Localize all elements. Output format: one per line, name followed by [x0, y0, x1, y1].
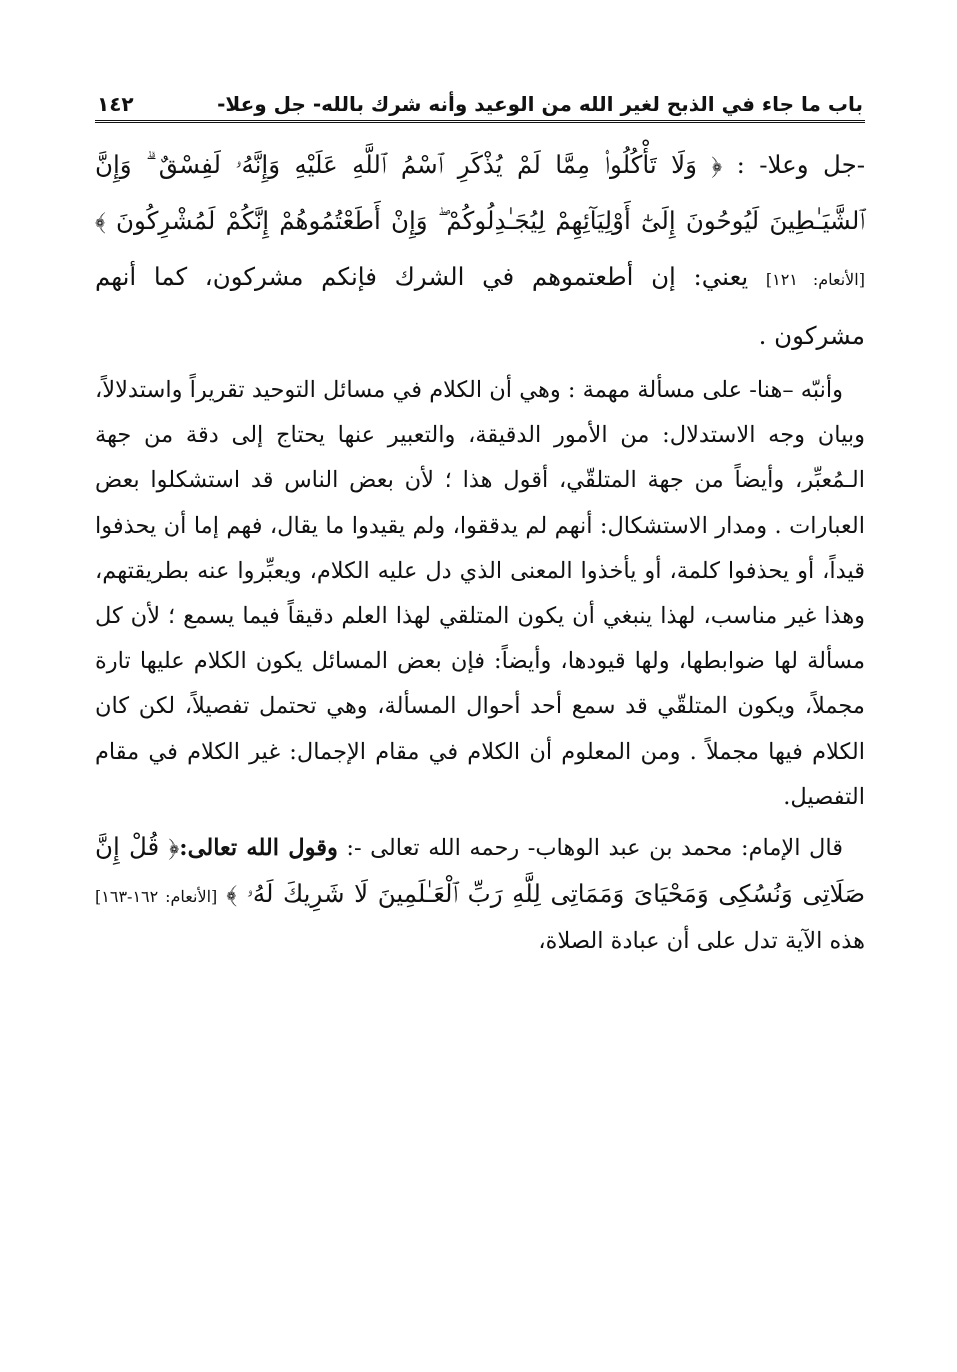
page-body — [95, 123, 865, 965]
paragraph-note — [95, 368, 865, 820]
page — [95, 78, 865, 965]
verse-reference: [الأنعام: ١٢١] — [765, 270, 865, 289]
verse-reference: [الأنعام: ١٦٢-١٦٣] — [95, 887, 218, 907]
paragraph-imam-quote — [95, 824, 865, 965]
page-number: ١٤٢ — [97, 92, 134, 116]
verse-intro: -جل وعلا- : — [736, 150, 865, 179]
quran-verse-162: ﴿ قُلْ إِنَّ صَلَاتِى وَنُسُكِى وَمَحْيَاىَ وَمَمَاتِى لِلَّهِ رَبِّ ٱلْعَـٰلَمِينَ لَا شَرِيكَ لَهُۥ ﴾ — [95, 832, 866, 909]
running-header-title: باب ما جاء في الذبح لغير الله من الوعيد وأنه شرك بالله- جل وعلا- — [217, 92, 863, 116]
bold-lead: وقول الله تعالى: — [179, 835, 338, 862]
note-text: وأنبّه –هنا- على مسألة مهمة : وهي أن الكلام في مسائل التوحيد تقريراً واستدلالاً، وبيان وجه الاستدلال: من الأمور الدقيقة، والتعبير عنها يحتاج إلى دقة من جهة الـمُعبِّر، وأيضاً من جهة المتلقّي، أقول هذا ؛ لأن بعض الناس قد استشكلوا بعض العبارات . ومدار الاستشكال: أنهم لم يدققوا، ولم يقيدوا ما يقال، فهم إما أن يحذفوا قيداً، أو يحذفوا كلمة، أو يأخذوا المعنى الذي دل عليه الكلام، ويعبِّروا عنه بطريقتهم، وهذا غير مناسب، لهذا ينبغي أن يكون المتلقي لهذا العلم دقيقاً فيما يسمع ؛ لأن كل مسألة لها ضوابطها، ولها قيودها، وأيضاً: فإن بعض المسائل يكون الكلام عليها تارة مجملاً، ويكون المتلقّي قد سمع أحد أحوال المسألة، وهي تحتمل تفصيلاً، لكن كان الكلام فيها مجملاً . ومن المعلوم أن الكلام في مقام الإجمال: غير الكلام في مقام التفصيل. — [95, 377, 865, 810]
quran-verse-121-end: لَمُشْرِكُونَ ﴾ — [95, 206, 216, 235]
running-header — [95, 78, 865, 123]
verse-commentary: يعني: إن أطعتموهم في الشرك فإنكم مشركون، كما أنهم مشركون . — [95, 262, 865, 350]
verse-commentary: هذه الآية تدل على أن عبادة الصلاة، — [538, 928, 865, 955]
paragraph-verse-121 — [95, 137, 865, 364]
imam-attribution: قال الإمام: محمد بن عبد الوهاب- رحمه الله تعالى -: — [346, 835, 843, 862]
quran-verse-121: ﴿ وَلَا تَأْكُلُوا۟ مِمَّا لَمْ يُذْكَرِ ٱسْمُ ٱللَّهِ عَلَيْهِ وَإِنَّهُۥ لَفِسْقٌ ۗ وَإِنَّ ٱلشَّيَـٰطِينَ لَيُوحُونَ إِلَىٰٓ أَوْلِيَآئِهِمْ لِيُجَـٰدِلُوكُمْ ۖ وَإِنْ أَطَعْتُمُوهُمْ إِنَّكُمْ — [95, 150, 865, 235]
